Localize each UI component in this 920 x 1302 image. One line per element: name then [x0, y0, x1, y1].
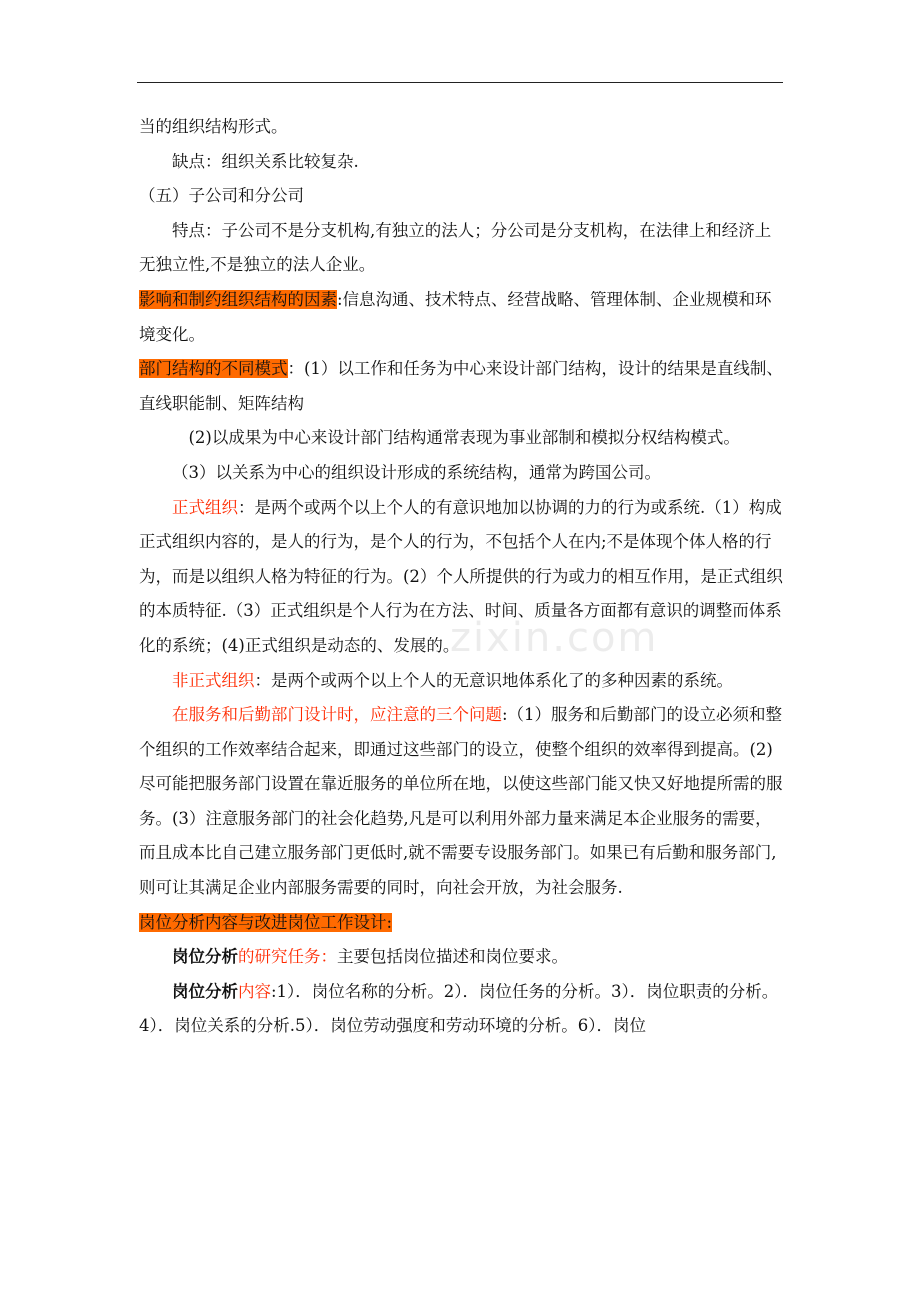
highlight-label: 影响和制约组织结构的因素 — [139, 289, 337, 309]
watermark: zixin.com — [450, 615, 659, 661]
paragraph-mode-3: （3）以关系为中心的组织设计形成的系统结构，通常为跨国公司。 — [172, 462, 661, 482]
paragraph-text: ：(1）以工作和任务为中心来设计部门结构，设计的结果是直线制、直线职能制、矩阵结构 — [139, 359, 783, 413]
paragraph-service-dept — [139, 698, 784, 906]
highlight-label: 岗位分析内容与改进岗位工作设计: — [139, 912, 393, 932]
paragraph-text: ：是两个或两个以上个人的无意识地体系化了的多种因素的系统。 — [254, 670, 733, 690]
paragraph-text: :（1）服务和后勤部门的设立必须和整个组织的工作效率结合起来，即通过这些部门的设立，使整个组织的效率得到提高。(2)尽可能把服务部门设置在靠近服务的单位所在地，以使这些部门能又快又好地提所需的服务。(3）注意服务部门的社会化趋势,凡是可以利用外部力量来满足本企业服务的需要，而且成本比自己建立服务部门更低时,就不需要专设服务部门。如果已有后勤和服务部门,则可让其满足企业内部服务需要的同时，向社会开放，为社会服务. — [139, 705, 783, 898]
paragraph-formal-org — [139, 491, 784, 664]
paragraph-job-content — [139, 975, 784, 1044]
red-label: 非正式组织 — [172, 670, 255, 690]
document-body — [139, 110, 784, 1044]
red-label: 内容 — [238, 981, 271, 1001]
paragraph-features: 特点：子公司不是分支机构,有独立的法人；分公司是分支机构，在法律上和经济上无独立性,不是独立的法人企业。 — [139, 220, 772, 275]
paragraph-mode-2: (2)以成果为中心来设计部门结构通常表现为事业部制和模拟分权结构模式。 — [188, 428, 740, 448]
section-heading: （五）子公司和分公司 — [139, 186, 304, 206]
paragraph-informal-org — [139, 664, 784, 699]
paragraph-job-task — [139, 940, 784, 975]
paragraph-text: 主要包括岗位描述和岗位要求。 — [337, 947, 568, 967]
paragraph-text: :1）．岗位名称的分析。2）．岗位任务的分析。3）．岗位职责的分析。4）．岗位关系的分析.5）．岗位劳动强度和劳动环境的分析。6）．岗位 — [139, 981, 779, 1036]
paragraph: 当的组织结构形式。 — [139, 117, 288, 136]
bold-label: 岗位分析 — [172, 947, 238, 967]
paragraph-factors — [139, 283, 784, 352]
paragraph-drawbacks: 缺点：组织关系比较复杂. — [172, 151, 359, 171]
paragraph-dept-modes — [139, 352, 784, 421]
paragraph-text: ：是两个或两个以上个人的有意识地加以协调的力的行为或系统.（1）构成正式组织内容的，是人的行为，是个人的行为，不包括个人在内;不是体现个体人格的行为，而是以组织人格为特征的行为。(2）个人所提供的行为或力的相互作用，是正式组织的本质特征.（3）正式组织是个人行为在方法、时间、质量各方面都有意识的调整而体系化的系统；(4)正式组织是动态的、发展的。 — [139, 497, 783, 655]
highlight-label: 部门结构的不同模式 — [139, 359, 288, 379]
paragraph-text: :信息沟通、技术特点、经营战略、管理体制、企业规模和环境变化。 — [139, 289, 772, 344]
paragraph-job-analysis-heading — [139, 906, 784, 941]
header-rule — [137, 82, 783, 83]
red-label: 正式组织 — [172, 497, 238, 517]
red-label: 的研究任务： — [238, 947, 337, 967]
red-label: 在服务和后勤部门设计时，应注意的三个问题 — [172, 705, 502, 725]
bold-label: 岗位分析 — [172, 981, 238, 1001]
